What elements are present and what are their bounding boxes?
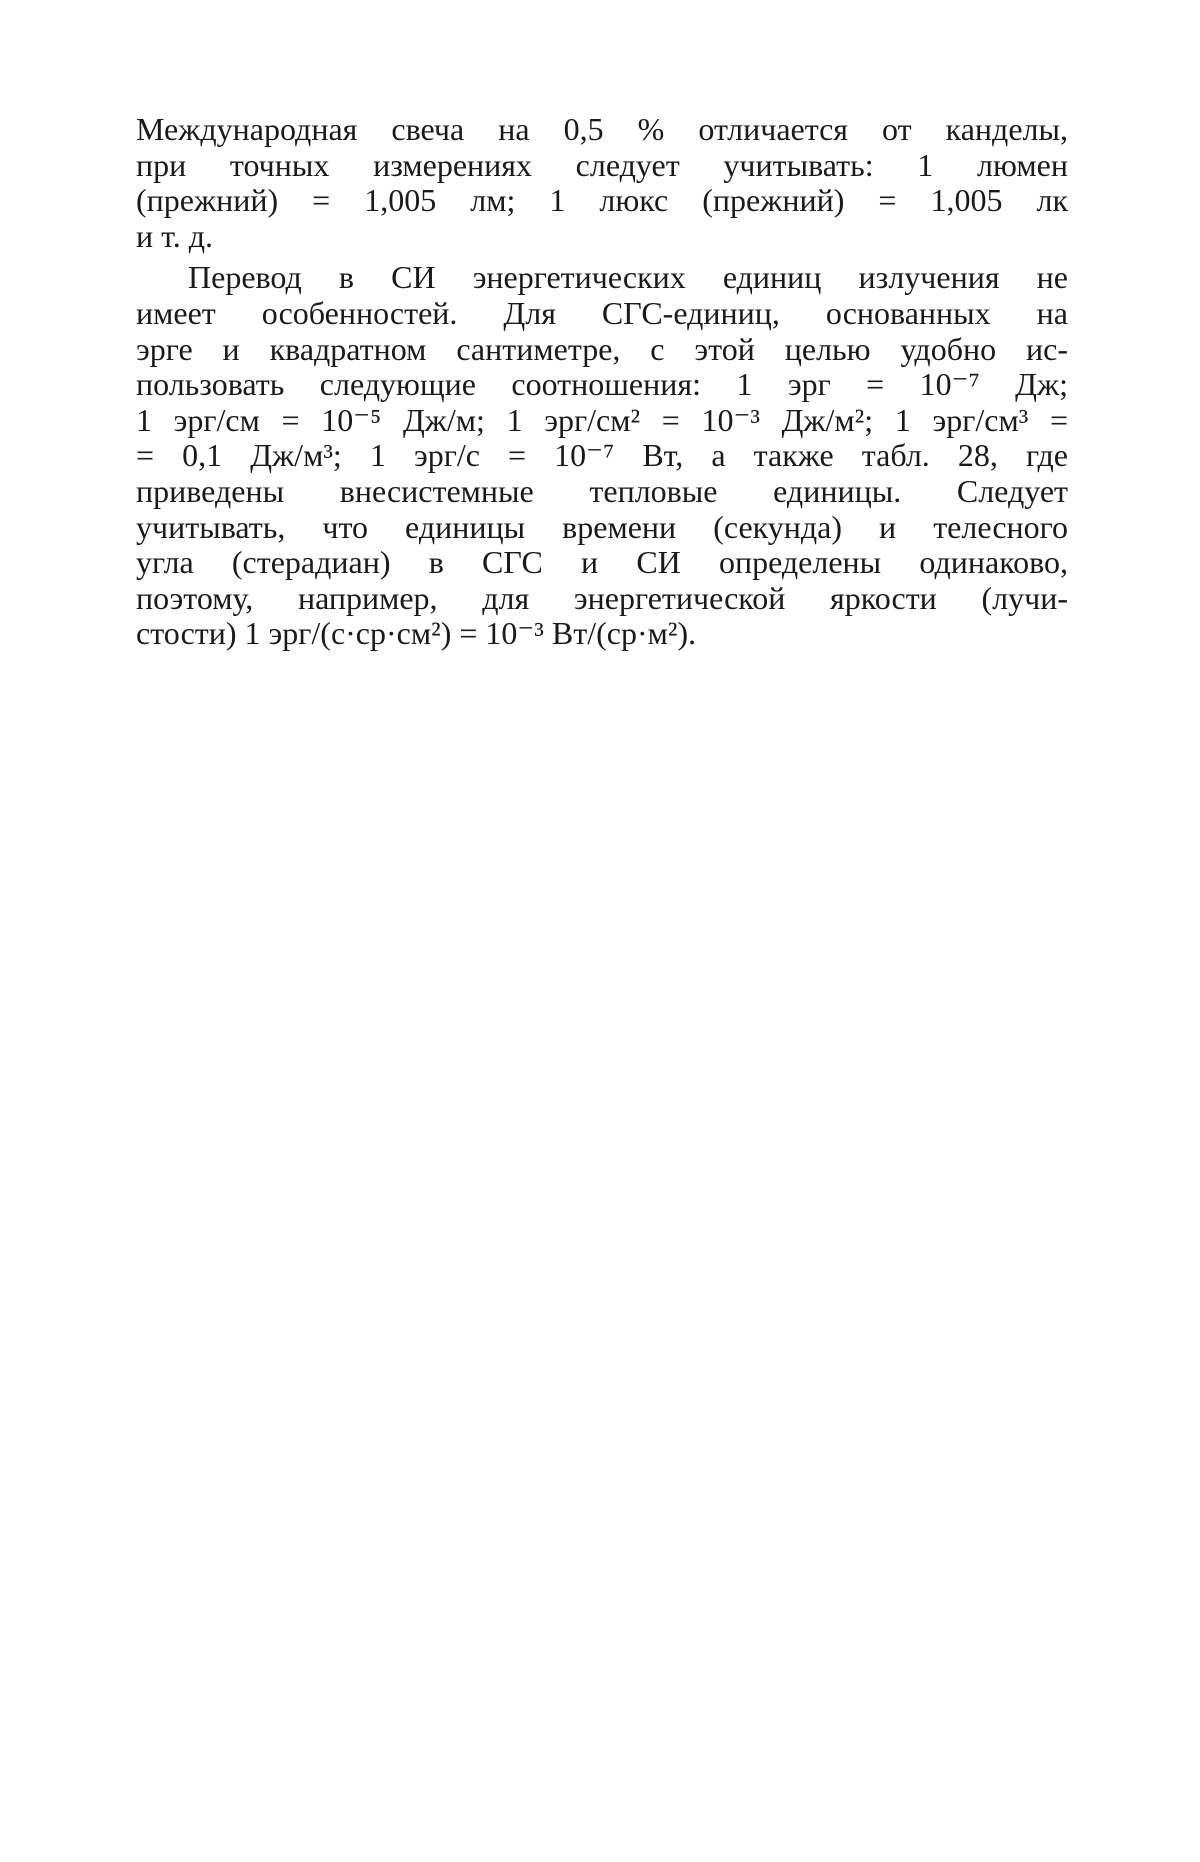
text-line: угла (стерадиан) в СГС и СИ определены одинаково,	[136, 544, 1068, 581]
text-line: = 0,1 Дж/м³; 1 эрг/с = 10⁻⁷ Вт, а также табл. 28, где	[136, 437, 1068, 474]
text-line: стости) 1 эрг/(с·ср·см²) = 10⁻³ Вт/(ср·м²).	[136, 615, 697, 652]
body-text	[136, 112, 1068, 652]
text-line: 1 эрг/см = 10⁻⁵ Дж/м; 1 эрг/см² = 10⁻³ Дж/м²; 1 эрг/см³ =	[136, 401, 1068, 438]
paragraph-energy-units	[136, 260, 1068, 652]
text-line: (прежний) = 1,005 лм; 1 люкс (прежний) = 1,005 лк	[136, 182, 1068, 219]
text-line: эрге и квадратном сантиметре, с этой целью удобно ис-	[136, 330, 1068, 367]
text-line: поэтому, например, для энергетической яркости (лучи-	[136, 579, 1068, 616]
text-line: при точных измерениях следует учитывать: 1 люмен	[136, 146, 1068, 183]
text-line: приведены внесистемные тепловые единицы. Следует	[136, 472, 1068, 509]
text-line: пользовать следующие соотношения: 1 эрг = 10⁻⁷ Дж;	[136, 366, 1068, 403]
text-line: имеет особенностей. Для СГС-единиц, основанных на	[136, 294, 1068, 331]
text-line: Международная свеча на 0,5 % отличается от канделы,	[136, 111, 1068, 147]
text-line: учитывать, что единицы времени (секунда) и телесного	[136, 508, 1068, 545]
paragraph-candela-note	[136, 112, 1068, 254]
text-line: Перевод в СИ энергетических единиц излучения не	[188, 259, 1068, 296]
text-line: и т. д.	[136, 217, 213, 254]
